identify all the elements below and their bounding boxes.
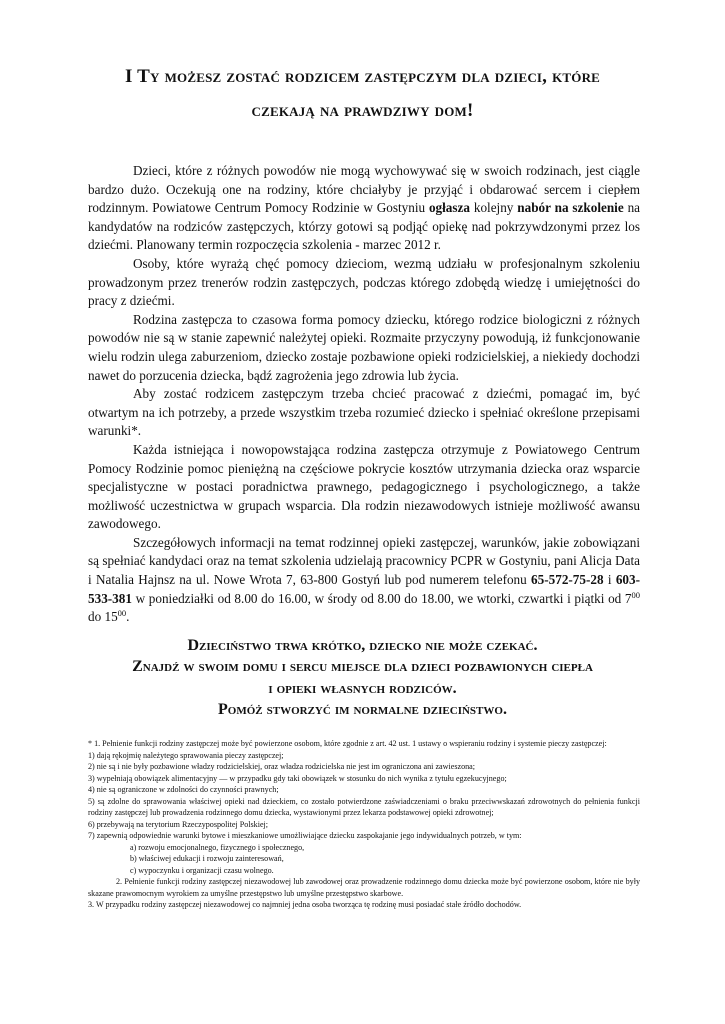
phone-number-2: 603-533-381 bbox=[88, 572, 641, 606]
title-line-2: czekają na prawdziwy dom! bbox=[251, 100, 474, 121]
p1-text-c: kolejny bbox=[469, 200, 518, 216]
slogan-line-3: i opieki własnych rodziców. bbox=[268, 680, 457, 697]
phone-number-1: 65-572-75-28 bbox=[531, 572, 604, 588]
footnote-line: 7) zapewnią odpowiednie warunki bytowe i mieszkaniowe umożliwiające dziecku zaspokajanie jego indywidualnych potrzeb, w tym: bbox=[88, 831, 522, 840]
p6-text-d: . bbox=[126, 609, 130, 625]
title-line-1: I Ty możesz zostać rodzicem zastępczym dla dzieci, które bbox=[124, 66, 601, 87]
footnote-line: 6) przebywają na terytorium Rzeczypospolitej Polskiej; bbox=[88, 819, 269, 829]
footnote-line: 3) wypełniają obowiązek alimentacyjny — w przypadku gdy taki obowiązek w stosunku do nich wynika z tytułu egzekucyjnego; bbox=[88, 773, 507, 783]
footnote-line: 4) nie są ograniczone w zdolności do czynności prawnych; bbox=[88, 785, 279, 794]
paragraph-3: Rodzina zastępcza to czasowa forma pomocy dziecku, którego rodzice biologiczni z różnych powodów nie są w stanie zapewnić należytej opieki. Rozmaite przyczyny powodują, iż funkcjonowanie wielu rodzin ulega zaburzeniom, dziecko zostaje pozbawione opieki rodzicielskiej, a niekiedy dochodzi nawet do porzucenia dziecka, bądź zagrożenia jego zdrowia lub życia. bbox=[88, 311, 640, 383]
paragraph-6 bbox=[88, 534, 640, 627]
p6-text-c: do 15 bbox=[88, 609, 118, 625]
footnote-subitem: b) właściwej edukacji i rozwoju zainteresowań, bbox=[130, 854, 284, 863]
footnote-line: 2. Pełnienie funkcji rodziny zastępczej niezawodowej lub zawodowej oraz prowadzenie rodzinnego domu dziecka może być powierzone osobom, które nie były skazane prawomocnym wyrokiem za umyślne przestępstwo lub umyślne przestępstwo skarbowe. bbox=[88, 877, 640, 898]
paragraph-4: Aby zostać rodzicem zastępczym trzeba chcieć pracować z dziećmi, pomagać im, być otwartym na ich potrzeby, a przede wszystkim trzeba rozumieć dziecko i spełniać określone przepisami warunki*. bbox=[88, 386, 640, 439]
p1-text-a: Dzieci, które z różnych powodów nie mogą wychowywać się w swoich rodzinach, jest ciągle bardzo dużo. Oczekują one na rodziny, które chciałyby je przyjąć i obdarować sercem i ciepłem rodzinnym. Powiatowe Centrum Pomocy Rodzinie w Gostyniu bbox=[88, 163, 640, 216]
footnote-line: 5) są zdolne do sprawowania właściwej opieki nad dzieckiem, co zostało potwierdzone zaświadczeniami o braku przeciwwskazań zdrowotnych do pełnienia funkcji rodziny zastępczej lub prowadzenia rodzinnego domu dziecka, wystawionymi przez lekarza podstawowej opieki zdrowotnej; bbox=[88, 796, 640, 817]
p1-bold-recruitment: nabór na szkolenie bbox=[517, 200, 624, 216]
slogan-line-4: Pomóż stworzyć im normalne dzieciństwo. bbox=[218, 701, 507, 718]
footnote-line: 3. W przypadku rodziny zastępczej niezawodowej co najmniej jedna osoba tworząca tę rodzinę musi posiadać stałe źródło dochodów. bbox=[88, 900, 522, 909]
p6-text-a: Szczegółowych informacji na temat rodzinnej opieki zastępczej, warunków, jakie zobowiązani są spełniać kandydaci oraz na temat szkolenia udzielają pracownicy PCPR w Gostyniu, pani Alicja Data i Natalia Hajnsz na ul. Nowe Wrota 7, 63-800 Gostyń lub pod numerem telefonu bbox=[88, 534, 640, 588]
slogan-line-2: Znajdź w swoim domu i sercu miejsce dla dzieci pozbawionych ciepła bbox=[132, 658, 593, 675]
footnotes bbox=[88, 738, 640, 911]
footnote-line: 1) dają rękojmię należytego sprawowania pieczy zastępczej; bbox=[88, 750, 284, 760]
p6-text-and: i bbox=[603, 572, 616, 588]
p1-text-d: na kandydatów na rodziców zastępczych, którzy gotowi są podjąć opiekę nad pokrzywdzonymi przez los dziećmi. Planowany termin rozpoczęcia szkolenia - marzec 2012 r. bbox=[88, 200, 641, 253]
paragraph-2: Osoby, które wyrażą chęć pomocy dzieciom, wezmą udziału w profesjonalnym szkoleniu prowadzonym przez trenerów rodzin zastępczych, podczas którego zdobędą wiedzę i umiejętności do pracy z dziećmi. bbox=[88, 255, 640, 309]
paragraph-5: Każda istniejąca i nowopowstająca rodzina zastępcza otrzymuje z Powiatowego Centrum Pomocy Rodzinie pomoc pieniężną na częściowe pokrycie kosztów utrzymania dziecka oraz wsparcie specjalistyczne w postaci poradnictwa prawnego, pedagogicznego i psychologicznego, a także możliwość uczestnictwa w grupach wsparcia. Dla rodzin niezawodowych istnieje możliwość awansu zawodowego. bbox=[88, 441, 640, 532]
p6-sup-2: 00 bbox=[117, 608, 127, 619]
footnote-subitem: c) wypoczynku i organizacji czasu wolnego. bbox=[130, 865, 274, 875]
paragraph-1 bbox=[88, 162, 640, 255]
p6-text-b: w poniedziałki od 8.00 do 16.00, w środy od 8.00 do 18.00, we wtorki, czwartki i piątki od 7 bbox=[131, 590, 632, 606]
footnote-line: 2) nie są i nie były pozbawione władzy rodzicielskiej, oraz władza rodzicielska nie jest im ograniczona ani zawieszona; bbox=[88, 762, 475, 771]
footnote-line: * 1. Pełnienie funkcji rodziny zastępczej może być powierzone osobom, które zgodnie z art. 42 ust. 1 ustawy o wspieraniu rodziny i systemie pieczy zastępczej: bbox=[88, 739, 607, 748]
body-text bbox=[88, 162, 640, 627]
p1-bold-announces: ogłasza bbox=[428, 200, 470, 216]
footnote-subitem: a) rozwoju emocjonalnego, fizycznego i społecznego, bbox=[130, 842, 305, 852]
slogan-line-1: Dzieciństwo trwa krótko, dziecko nie może czekać. bbox=[187, 637, 538, 654]
p6-sup-1: 00 bbox=[631, 589, 640, 600]
